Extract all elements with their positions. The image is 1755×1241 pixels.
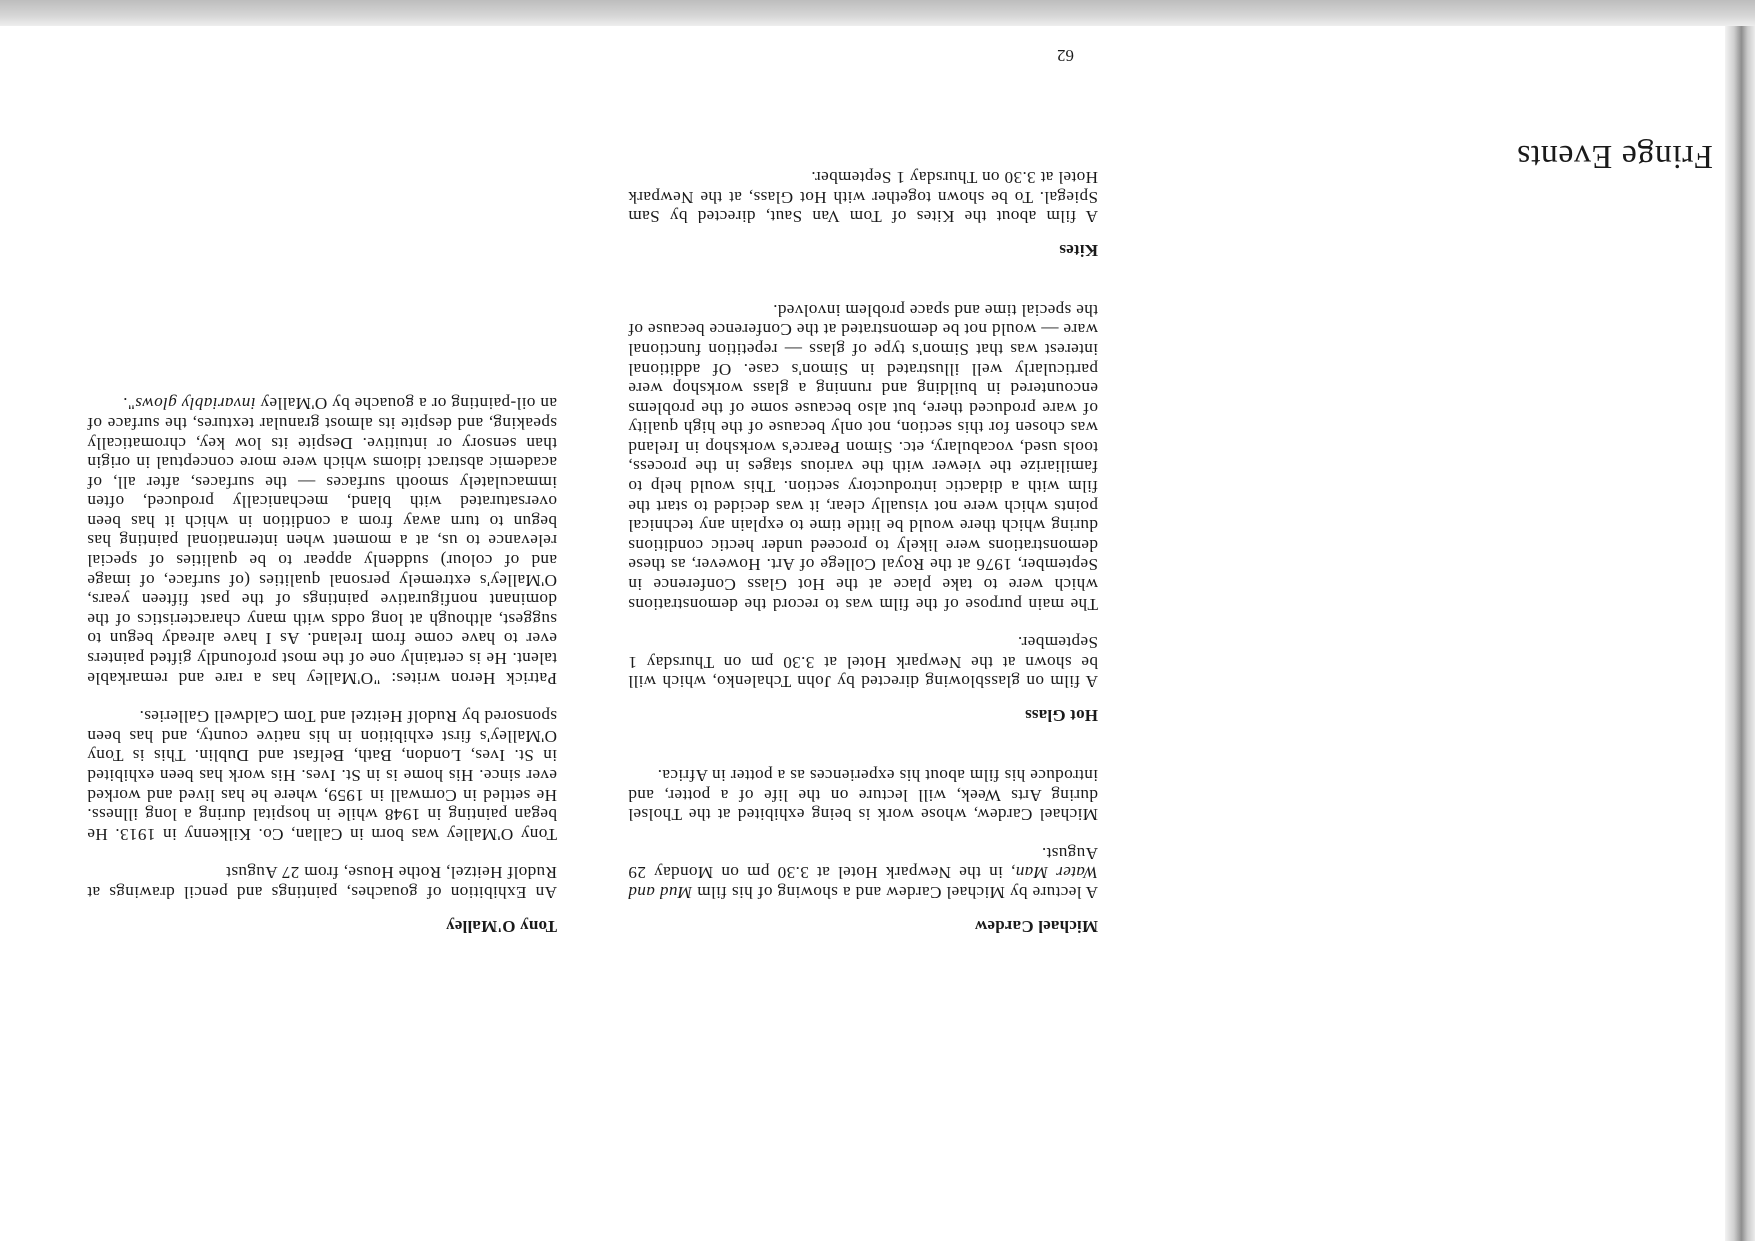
section-hot-glass [628,300,1098,725]
paragraph: A film on glassblowing directed by John Tchalenko, which will be shown at the Newpark Hotel at 3.30 pm on Thursday 1 September. [628,633,1098,692]
section-heading: Tony O'Malley [445,917,557,936]
left-column [628,167,1098,936]
paragraph: An Exhibition of gouaches, paintings and pencil drawings at Rudolf Heitzel, Rothe House, from 27 August [87,863,557,902]
text-run: A lecture by Michael Cardew and a showing of his film [692,883,1098,902]
section-heading: Hot Glass [1024,706,1098,726]
film-title: Mud and Water Man [628,863,1098,902]
paragraph: A film about the Kites of Tom Van Saut, directed by Sam Spiegal. To be shown together with Hot Glass, at the Newpark Hotel at 3.30 on Thursday 1 September. [628,167,1098,227]
text-run: , in the Newpark Hotel at 3.30 pm on Monday 29 August. [628,843,1098,883]
text-run: Patrick Heron writes: "O'Malley has a rare and remarkable talent. He is certainly one of the most profoundly gifted painters ever to have come from Ireland. As I have already begun to suggest, although at long odds with many characteristics of the dominant nonfigurative paintings of the past fifteen years, O'Malley's extremely personal qualities (of surface, of image and of colour) suddenly appear to be qualities of special relevance to us, at a moment when international painting has begun to turn away from a condition in which it has been oversaturated with bland, mechanically produced, often immaculately smooth surfaces — the surfaces, after all, of academic abstract idioms which were more conceptual in origin than sensory or intuitive. Despite its low key, chromatically speaking, and despite its almost granular textures, the surface of an oil-painting or a gouache by O'Malley [87,394,557,688]
section-tony-omalley [87,394,557,936]
page-number: 62 [1057,46,1074,65]
paragraph [628,843,1098,902]
right-column [87,394,557,936]
emphasis: invariably glows [134,394,256,414]
paragraph: Tony O'Malley was born in Callan, Co. Kilkenny in 1913. He began painting in 1948 while in hospital during a long illness. He settled in Cornwall in 1959, where he has lived and worked ever since. His home is in St. Ives. His work has been exhibited in St. Ives, London, Bath, Belfast and Dublin. This is Tony O'Malley's first exhibition in his native county, and has been sponsored by Rudolf Heitzel and Tom Caldwell Galleries. [87,707,557,844]
section-kites [628,167,1098,260]
section-heading: Kites [1059,241,1098,261]
paragraph [87,394,557,688]
page-title: Fringe Events [1516,138,1713,175]
paragraph: Michael Cardew, whose work is being exhibited at the Tholsel during Arts Week, will lecture on the life of a potter, and introduce his film about his experiences as a potter in Africa. [628,766,1098,825]
paragraph: The main purpose of the film was to record the demonstrations which were to take place at the Hot Glass Conference in September, 1976 at the Royal College of Art. However, as these demonstrations were likely to proceed under hectic conditions during which there would be little time to explain any technical points which were not visually clear, it was decided to start the film with a didactic introductory section. This would help to familiarize the viewer with the various stages in the process, tools used, vocabulary, etc. Simon Pearce's workshop in Ireland was chosen for this section, not only because of the high quality of ware produced there, but also because some of the problems encountered in building and running a glass workshop were particularly well illustrated in Simon's case. Of additional interest was that Simon's type of glass — repetition functional ware — would not be demonstrated at the Conference because of the special time and space problem involved. [628,300,1098,614]
section-heading: Michael Cardew [974,917,1098,936]
section-michael-cardew [628,765,1098,936]
text-run: ". [122,394,135,414]
